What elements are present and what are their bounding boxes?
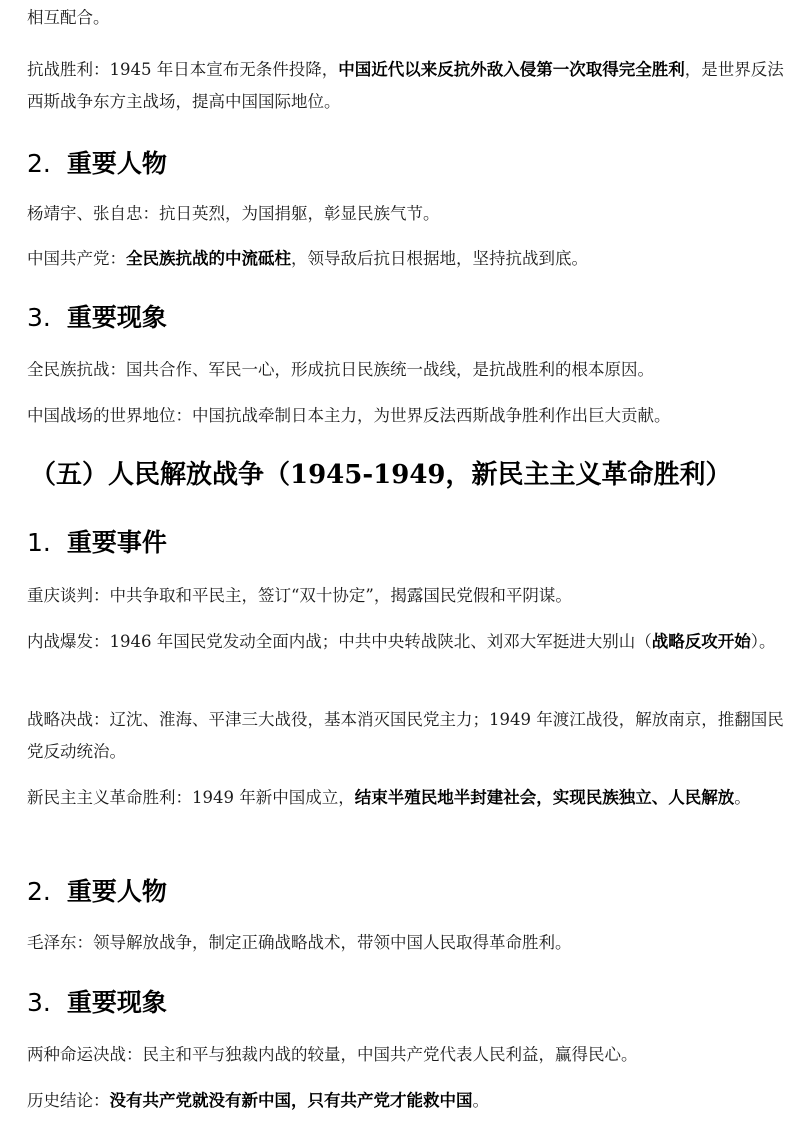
heading-key-phenomena: 3. 重要现象 xyxy=(27,303,167,332)
paragraph-intro: 相互配合。 xyxy=(27,8,110,27)
paragraph-civil-war: 内战爆发：1946 年国民党发动全面内战；中共中央转战陕北、刘邓大军挺进大别山（战略反攻开始）。 xyxy=(27,632,776,651)
heading-key-figures: 2. 重要人物 xyxy=(27,149,167,178)
paragraph-yang-zhang: 杨靖宇、张自忠：抗日英烈，为国捐躯，彰显民族气节。 xyxy=(27,204,440,223)
heading-key-phenomena-2: 3. 重要现象 xyxy=(27,988,167,1017)
paragraph-world-status: 中国战场的世界地位：中国抗战牵制日本主力，为世界反法西斯战争胜利作出巨大贡献。 xyxy=(27,406,671,425)
paragraph-decisive-battles: 战略决战：辽沈、淮海、平津三大战役，基本消灭国民党主力；1949 年渡江战役，解放南京，推翻国民党反动统治。 xyxy=(27,710,784,761)
paragraph-chongqing: 重庆谈判：中共争取和平民主，签订“双十协定”，揭露国民党假和平阴谋。 xyxy=(27,586,572,605)
heading-key-figures-2: 2. 重要人物 xyxy=(27,877,167,906)
paragraph-whole-nation: 全民族抗战：国共合作、军民一心，形成抗日民族统一战线，是抗战胜利的根本原因。 xyxy=(27,360,654,379)
paragraph-mao: 毛泽东：领导解放战争，制定正确战略战术，带领中国人民取得革命胜利。 xyxy=(27,933,572,952)
paragraph-new-democratic: 新民主主义革命胜利：1949 年新中国成立，结束半殖民地半封建社会，实现民族独立、人民解放。 xyxy=(27,788,751,807)
paragraph-conclusion: 历史结论：没有共产党就没有新中国，只有共产党才能救中国。 xyxy=(27,1091,489,1110)
paragraph-ccp: 中国共产党：全民族抗战的中流砥柱，领导敌后抗日根据地，坚持抗战到底。 xyxy=(27,249,588,268)
paragraph-victory: 抗战胜利：1945 年日本宣布无条件投降，中国近代以来反抗外敌入侵第一次取得完全胜利，是世界反法西斯战争东方主战场，提高中国国际地位。 xyxy=(27,60,784,111)
heading-key-events: 1. 重要事件 xyxy=(27,528,167,557)
section-heading-liberation-war: （五）人民解放战争（1945-1949，新民主主义革命胜利） xyxy=(30,460,732,490)
paragraph-two-fates: 两种命运决战：民主和平与独裁内战的较量，中国共产党代表人民利益，赢得民心。 xyxy=(27,1045,638,1064)
